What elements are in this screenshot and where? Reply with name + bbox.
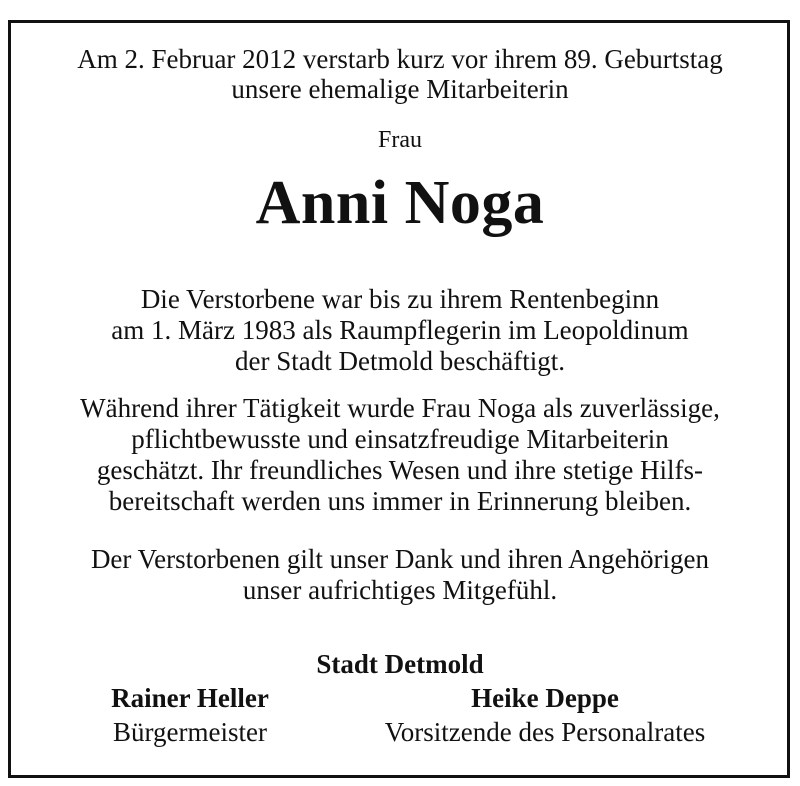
- signature-organization: Stadt Detmold: [316, 649, 484, 679]
- paragraph-2-line-3: geschätzt. Ihr freundliches Wesen und ihre stetige Hilfs-: [96, 455, 704, 485]
- salutation: Frau: [378, 127, 422, 153]
- intro-line-1: Am 2. Februar 2012 verstarb kurz vor ihrem 89. Geburtstag: [77, 44, 723, 74]
- paragraph-2-line-4: bereitschaft werden uns immer in Erinnerung bleiben.: [108, 486, 692, 516]
- signature-right-title: Vorsitzende des Personalrates: [384, 717, 706, 747]
- paragraph-3-line-2: unser aufrichtiges Mitgefühl.: [242, 575, 558, 605]
- paragraph-2-line-1: Während ihrer Tätigkeit wurde Frau Noga als zuverlässige,: [80, 393, 720, 423]
- deceased-name: Anni Noga: [255, 169, 545, 237]
- paragraph-1-line-3: der Stadt Detmold beschäftigt.: [235, 346, 565, 376]
- paragraph-3-line-1: Der Verstorbenen gilt unser Dank und ihren Angehörigen: [90, 544, 710, 574]
- paragraph-1-line-2: am 1. März 1983 als Raumpflegerin im Leopoldinum: [111, 315, 689, 345]
- paragraph-2-line-2: pflichtbewusste und einsatzfreudige Mitarbeiterin: [131, 424, 669, 454]
- paragraph-1-line-1: Die Verstorbene war bis zu ihrem Rentenbeginn: [140, 284, 660, 314]
- signature-left-title: Bürgermeister: [113, 717, 267, 747]
- signature-right-name: Heike Deppe: [471, 683, 619, 713]
- signature-left-name: Rainer Heller: [111, 683, 269, 713]
- intro-line-2: unsere ehemalige Mitarbeiterin: [231, 74, 569, 104]
